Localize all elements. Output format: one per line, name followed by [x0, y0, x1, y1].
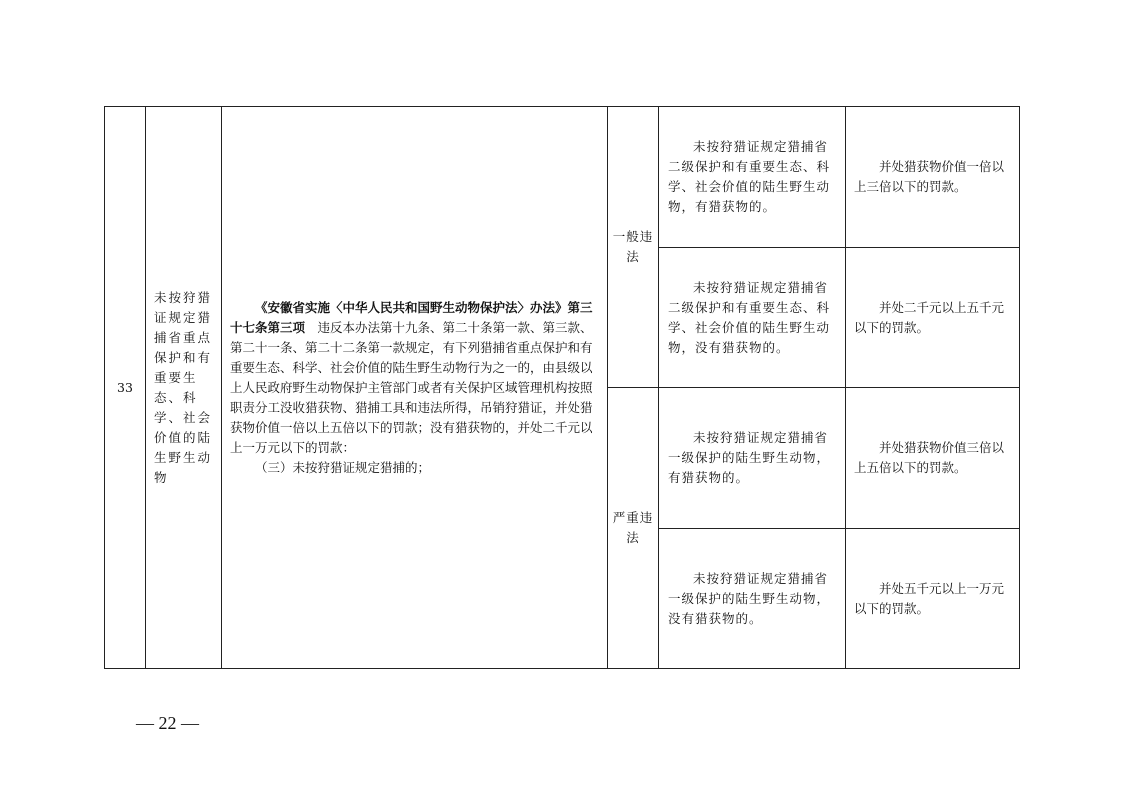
- condition-cell: [659, 107, 846, 248]
- condition-text: 未按狩猎证规定猎捕省二级保护和有重要生态、科学、社会价值的陆生野生动物，有猎获物的。: [668, 139, 831, 214]
- legal-basis-main: [230, 298, 601, 458]
- level-serious-cell: [608, 388, 659, 669]
- penalty-cell: [846, 107, 1020, 248]
- penalty-standard-table: [104, 106, 1020, 669]
- penalty-text: 并处五千元以上一万元以下的罚款。: [854, 580, 1005, 616]
- condition-text: 未按狩猎证规定猎捕省二级保护和有重要生态、科学、社会价值的陆生野生动物，没有猎获物的。: [668, 279, 831, 355]
- page-number: — 22 —: [136, 713, 199, 733]
- law-clause: （三）未按狩猎证规定猎捕的；: [255, 459, 431, 475]
- violation-item-cell: [146, 107, 222, 669]
- level-general-label: 一般违法: [612, 229, 654, 264]
- condition-text: 未按狩猎证规定猎捕省一级保护的陆生野生动物，有猎获物的。: [668, 430, 831, 485]
- condition-cell: [659, 529, 846, 669]
- penalty-text: 并处二千元以上五千元以下的罚款。: [854, 299, 1005, 335]
- level-general-cell: [608, 107, 659, 388]
- penalty-cell: [846, 248, 1020, 388]
- law-text: 违反本办法第十九条、第二十条第一款、第三款、第二十一条、第二十二条第一款规定，有下列猎捕省重点保护和有重要生态、科学、社会价值的陆生野生动物行为之一的，由县级以上人民政府野生动物保护主管部门或者有关保护区域管理机构按照职责分工没收猎获物、猎捕工具和违法所得，吊销狩猎证，并处猎获物价值一倍以上五倍以下的罚款；没有猎获物的，并处二千元以上一万元以下的罚款：: [230, 319, 593, 455]
- penalty-cell: [846, 388, 1020, 529]
- law-title: 《安徽省实施〈中华人民共和国野生动物保护法〉办法》: [255, 299, 568, 315]
- penalty-cell: [846, 529, 1020, 669]
- legal-basis-cell: [222, 107, 608, 669]
- condition-cell: [659, 248, 846, 388]
- row-number: 33: [117, 379, 133, 395]
- condition-text: 未按狩猎证规定猎捕省一级保护的陆生野生动物，没有猎获物的。: [668, 570, 831, 626]
- penalty-text: 并处猎获物价值三倍以上五倍以下的罚款。: [854, 440, 1005, 475]
- penalty-text: 并处猎获物价值一倍以上三倍以下的罚款。: [854, 159, 1005, 194]
- row-number-cell: [105, 107, 146, 669]
- condition-cell: [659, 388, 846, 529]
- violation-item: 未按狩猎证规定猎捕省重点保护和有重要生态、科学、社会价值的陆生野生动物: [154, 289, 213, 485]
- level-serious-label: 严重违法: [612, 510, 654, 545]
- law-article: 第三十七条第三项: [230, 299, 593, 335]
